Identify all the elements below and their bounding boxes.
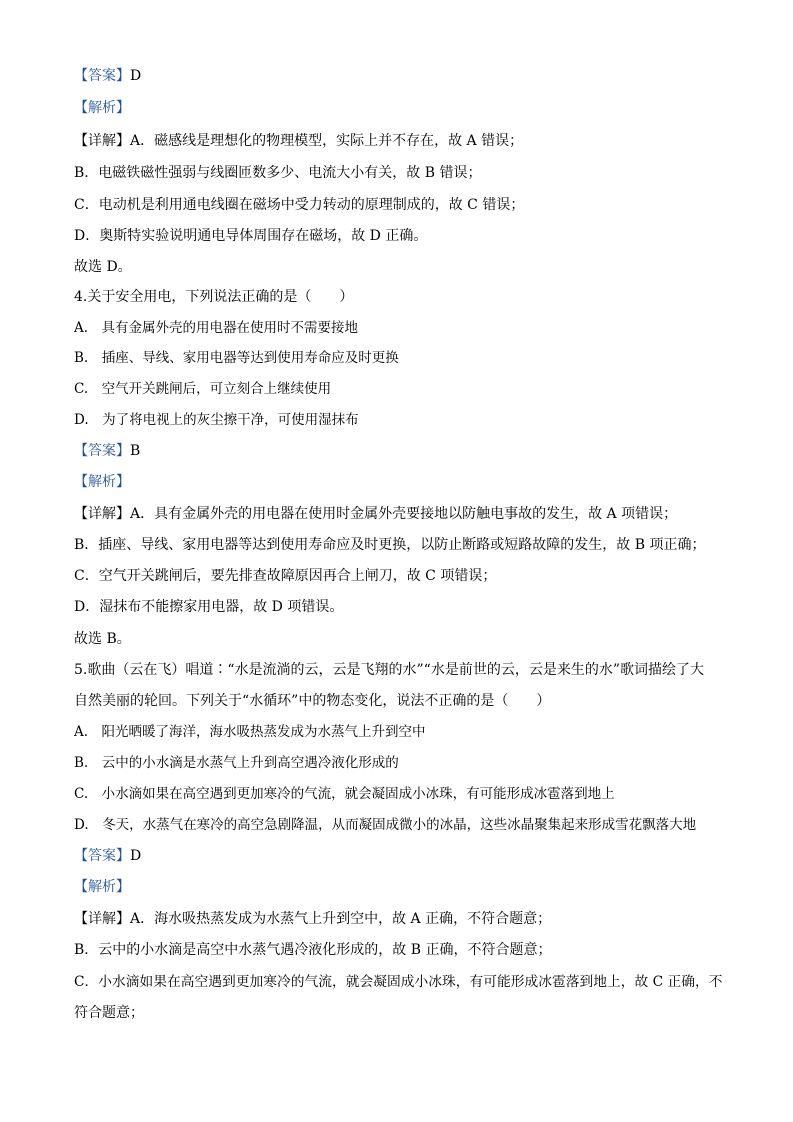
q5-detail-c-line1: C．小水滴如果在高空遇到更加寒冷的气流，就会凝固成小冰珠，有可能形成冰雹落到地上，故 C 正确，不	[74, 974, 723, 990]
q3-detail-d: D．奥斯特实验说明通电导体周围存在磁场，故 D 正确。	[74, 228, 428, 244]
detail-text: A．海水吸热蒸发成为水蒸气上升到空中，故 A 正确，不符合题意；	[130, 911, 552, 927]
analysis-tag: 【解析】	[74, 879, 130, 895]
q4-analysis-line	[74, 472, 724, 492]
q4-option-b: B. 插座、导线、家用电器等达到使用寿命应及时更换	[74, 350, 399, 366]
q3-conclusion: 故选 D。	[74, 259, 132, 275]
q5-analysis-line	[74, 877, 724, 897]
q4-question: 4.关于安全用电，下列说法正确的是（ ）	[74, 289, 354, 305]
answer-tag: 【答案】	[74, 68, 130, 84]
answer-value: D	[130, 848, 142, 864]
q5-option-b: B. 云中的小水滴是水蒸气上升到高空遇冷液化形成的	[74, 755, 399, 771]
q4-option-a: A. 具有金属外壳的用电器在使用时不需要接地	[74, 320, 359, 336]
answer-value: B	[130, 443, 141, 459]
analysis-tag: 【解析】	[74, 100, 130, 116]
q4-detail-d: D．湿抹布不能擦家用电器，故 D 项错误。	[74, 599, 344, 615]
q4-detail-c: C．空气开关跳闸后，要先排查故障原因再合上闸刀，故 C 项错误；	[74, 568, 497, 584]
q5-option-a: A. 阳光晒暖了海洋，海水吸热蒸发成为水蒸气上升到空中	[74, 724, 426, 740]
q4-option-c: C. 空气开关跳闸后，可立刻合上继续使用	[74, 381, 332, 397]
answer-tag: 【答案】	[74, 443, 130, 459]
q5-option-c: C. 小水滴如果在高空遇到更加寒冷的气流，就会凝固成小冰珠，有可能形成冰雹落到地上	[74, 786, 615, 802]
q4-option-d: D. 为了将电视上的灰尘擦干净，可使用湿抹布	[74, 412, 359, 428]
q5-answer-line	[74, 846, 724, 866]
q3-answer-line	[74, 66, 724, 86]
q4-conclusion: 故选 B。	[74, 631, 131, 647]
q4-detail-a	[74, 504, 724, 524]
q5-detail-c-line2: 符合题意；	[74, 1005, 144, 1021]
q5-question-line1: 5.歌曲（云在飞）唱道∶“水是流淌的云，云是飞翔的水”“水是前世的云，云是来生的水”歌词描绘了大	[74, 662, 704, 678]
q3-detail-c: C．电动机是利用通电线圈在磁场中受力转动的原理制成的，故 C 错误；	[74, 197, 525, 213]
detail-text: A．磁感线是理想化的物理模型，实际上并不存在，故 A 错误；	[130, 133, 524, 149]
analysis-tag: 【解析】	[74, 474, 130, 490]
q5-detail-b: B．云中的小水滴是高空中水蒸气遇冷液化形成的，故 B 正确，不符合题意；	[74, 942, 552, 958]
detail-tag: 【详解】	[74, 133, 130, 149]
q4-answer-line	[74, 441, 724, 461]
detail-tag: 【详解】	[74, 506, 130, 522]
q5-detail-a	[74, 909, 724, 929]
q3-analysis-line	[74, 98, 724, 118]
q4-detail-b: B．插座、导线、家用电器等达到使用寿命应及时更换，以防止断路或短路故障的发生，故 B 项正确；	[74, 537, 706, 553]
answer-value: D	[130, 68, 142, 84]
answer-tag: 【答案】	[74, 848, 130, 864]
q5-option-d: D. 冬天，水蒸气在寒冷的高空急剧降温，从而凝固成微小的冰晶，这些冰晶聚集起来形成雪花飘落大地	[74, 817, 697, 833]
detail-tag: 【详解】	[74, 911, 130, 927]
q3-detail-a	[74, 131, 724, 151]
q3-detail-b: B．电磁铁磁性强弱与线圈匝数多少、电流大小有关，故 B 错误；	[74, 165, 482, 181]
detail-text: A．具有金属外壳的用电器在使用时金属外壳要接地以防触电事故的发生，故 A 项错误；	[130, 506, 678, 522]
q5-question-line2: 自然美丽的轮回。下列关于“水循环”中的物态变化，说法不正确的是（ ）	[74, 693, 551, 709]
